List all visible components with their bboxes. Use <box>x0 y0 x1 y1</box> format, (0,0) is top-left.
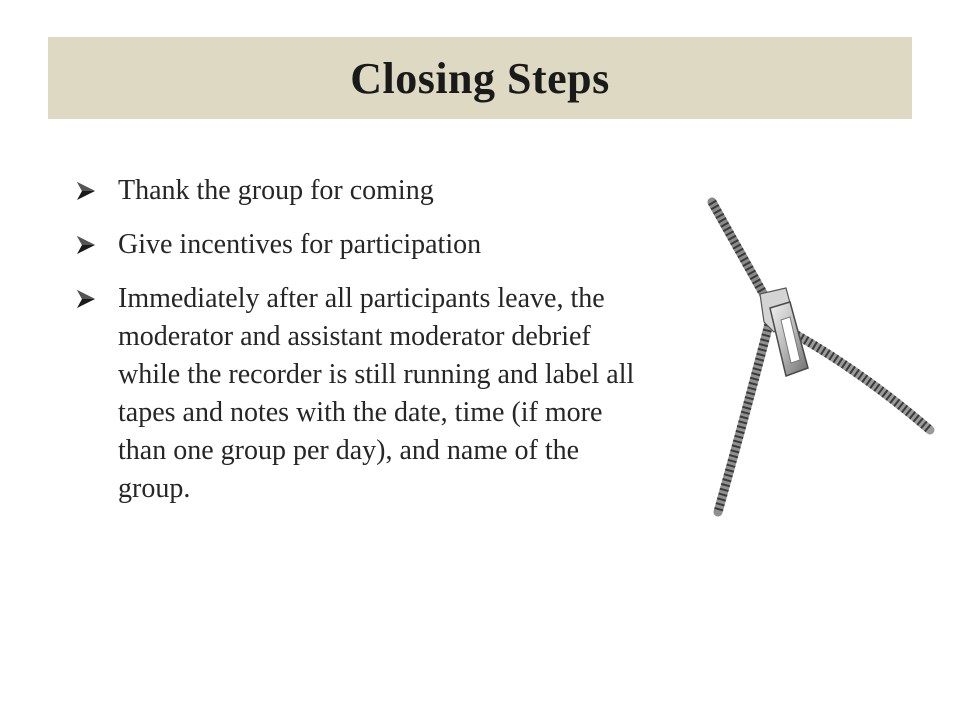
slide-title: Closing Steps <box>350 53 610 103</box>
arrowhead-bullet-icon <box>76 289 96 309</box>
bullet-item <box>70 280 640 508</box>
bullet-list <box>70 172 640 524</box>
bullet-item <box>70 172 640 210</box>
bullet-text: Give incentives for participation <box>118 229 482 260</box>
title-band <box>48 37 912 119</box>
bullet-text: Immediately after all participants leave, the moderator and assistant moderator debrief while the recorder is still running and label all tapes and notes with the date, time (if more than one group per day), and name of the group. <box>118 283 635 504</box>
bullet-item <box>70 226 640 264</box>
bullet-text: Thank the group for coming <box>118 175 434 206</box>
arrowhead-bullet-icon <box>76 181 96 201</box>
zipper-icon <box>690 190 940 530</box>
arrowhead-bullet-icon <box>76 235 96 255</box>
